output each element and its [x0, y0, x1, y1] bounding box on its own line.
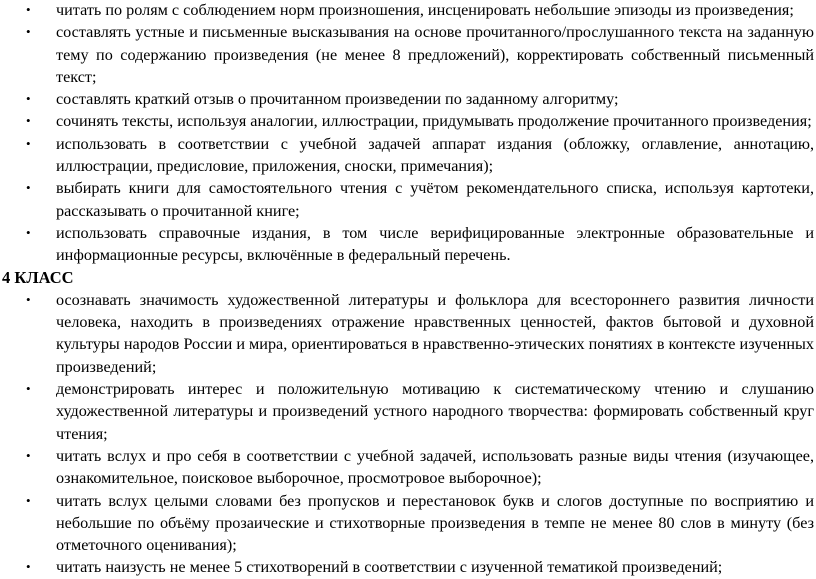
list-item [0, 21, 816, 88]
list-item-text: читать наизусть не менее 5 стихотворений в соответствии с изученной тематикой произведений; [56, 558, 723, 577]
bullet-icon: • [26, 24, 31, 40]
list-item-text: читать вслух целыми словами без пропусков и перестановок букв и слогов доступные по восприятию и небольшие по объёму прозаические и стихотворные произведения в темпе не менее 80 слов в минуту (без отметочного оценивания); [56, 491, 814, 555]
list-item [0, 378, 816, 445]
bullet-icon: • [26, 559, 31, 575]
bullet-icon: • [26, 135, 31, 151]
list-item [0, 556, 816, 578]
list-item-text: сочинять тексты, используя аналогии, иллюстрации, придумывать продолжение прочитанного произведения; [56, 112, 812, 131]
bullet-icon: • [26, 381, 31, 397]
list-item [0, 222, 816, 267]
list-item-text: читать вслух и про себя в соответствии с учебной задачей, использовать разные виды чтения (изучающее, ознакомительное, поисковое выборочное, просмотровое выборочное); [56, 446, 814, 488]
bullet-icon: • [26, 224, 31, 240]
bullet-icon: • [26, 291, 31, 307]
bullet-icon: • [26, 447, 31, 463]
section-heading-grade-4: 4 КЛАСС [2, 267, 74, 287]
list-item-text: использовать в соответствии с учебной задачей аппарат издания (обложку, оглавление, аннотацию, иллюстрации, предисловие, приложения, сноски, примечания); [56, 134, 814, 176]
list-item [0, 445, 816, 490]
bullet-list-top [0, 0, 816, 267]
list-item [0, 110, 816, 132]
list-item [0, 133, 816, 178]
bullet-icon: • [26, 180, 31, 196]
list-item-text: использовать справочные издания, в том числе верифицированные электронные образовательные и информационные ресурсы, включённые в федеральный перечень. [56, 223, 814, 265]
bullet-icon: • [26, 91, 31, 107]
list-item [0, 289, 816, 378]
bullet-icon: • [26, 492, 31, 508]
list-item [0, 0, 816, 21]
list-item-text: осознавать значимость художественной литературы и фольклора для всестороннего развития личности человека, находить в произведениях отражение нравственных ценностей, фактов бытовой и духовной культуры народов России и мира, ориентироваться в нравственно-этических понятиях в контексте изученных произведений; [56, 290, 814, 376]
list-item-text: демонстрировать интерес и положительную мотивацию к систематическому чтению и слушанию художественной литературы и произведений устного народного творчества: формировать собственный круг чтения; [56, 380, 814, 443]
list-item-text: выбирать книги для самостоятельного чтения с учётом рекомендательного списка, используя картотеки, рассказывать о прочитанной книге; [56, 179, 814, 220]
list-item-text: читать по ролям с соблюдением норм произношения, инсценировать небольшие эпизоды из произведения; [56, 1, 794, 19]
bullet-icon: • [26, 2, 31, 17]
list-item [0, 177, 816, 222]
list-item-text: составлять устные и письменные высказывания на основе прочитанного/прослушанного текста на заданную тему по содержанию произведения (не менее 8 предложений), корректировать собственный письменный текст; [56, 23, 814, 86]
list-item [0, 88, 816, 110]
bullet-icon: • [26, 113, 31, 129]
list-item [0, 490, 816, 557]
list-item-text: составлять краткий отзыв о прочитанном произведении по заданному алгоритму; [56, 90, 619, 109]
bullet-list-grade-4 [0, 289, 816, 579]
